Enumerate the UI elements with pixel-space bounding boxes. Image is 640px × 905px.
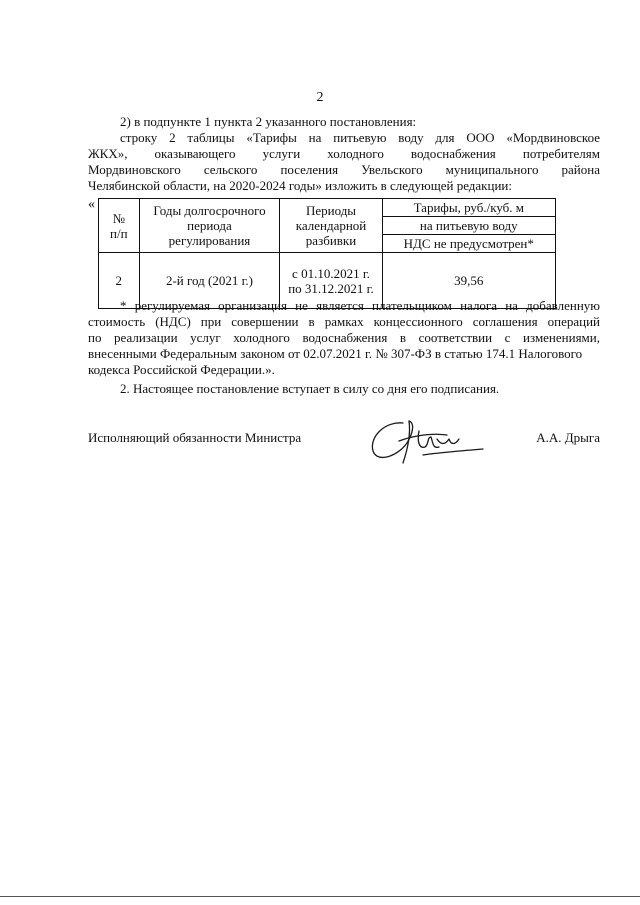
cell-num: 2 (99, 253, 140, 309)
header-drinking-water: на питьевую воду (382, 217, 555, 235)
bottom-divider (0, 896, 640, 897)
header-years (139, 199, 280, 253)
paragraph-line: ЖКХ», оказывающего услуги холодного водоснабжения потребителям (88, 146, 600, 161)
footnote-line: * регулируемая организация не является плательщиком налога на добавленную (120, 298, 600, 313)
paragraph-line: Челябинской области, на 2020-2024 годы» изложить в следующей редакции: (88, 178, 512, 193)
cell-period-line: с 01.10.2021 г. (292, 265, 370, 281)
handwritten-signature (363, 411, 493, 469)
header-years-line: периода (187, 218, 232, 233)
tariff-table (98, 198, 556, 309)
header-num-line: № (112, 210, 125, 226)
cell-year: 2-й год (2021 г.) (139, 253, 280, 309)
footnote-line: кодекса Российской Федерации.». (88, 362, 275, 377)
cell-tariff: 39,56 (382, 253, 555, 309)
signatory-role: Исполняющий обязанности Министра (88, 430, 302, 445)
clause-effective-date: 2. Настоящее постановление вступает в силу со дня его подписания. (120, 381, 500, 396)
signature-block (88, 425, 600, 473)
header-periods (280, 199, 382, 253)
footnote-line: по реализации услуг холодного водоснабжения в соответствии с изменениями, (88, 330, 600, 345)
header-periods-line: календарной (295, 218, 367, 233)
header-years-line: Годы долгосрочного (153, 203, 266, 218)
signatory-name: А.А. Дрыга (536, 430, 600, 445)
header-years-line: регулирования (168, 233, 251, 248)
page-number: 2 (316, 90, 324, 105)
paragraph-subpoint: 2) в подпункте 1 пункта 2 указанного постановления: (120, 114, 417, 129)
footnote-line: внесенными Федеральным законом от 02.07.2021 г. № 307-ФЗ в статью 174.1 Налогового (88, 346, 583, 361)
header-tariffs: Тарифы, руб./куб. м (382, 199, 555, 217)
header-vat-note: НДС не предусмотрен* (382, 235, 555, 253)
footnote-line: стоимость (НДС) при совершении в рамках концессионного соглашения операций (88, 314, 600, 329)
opening-quote: « (88, 197, 95, 212)
header-num-line: п/п (110, 225, 128, 241)
cell-period-line: по 31.12.2021 г. (288, 280, 374, 296)
header-periods-line: разбивки (305, 233, 357, 248)
paragraph-line: Мордвиновского сельского поселения Увельского муниципального района (88, 162, 600, 177)
paragraph-line: строку 2 таблицы «Тарифы на питьевую воду для ООО «Мордвиновское (120, 130, 600, 145)
header-num (99, 199, 140, 253)
header-periods-line: Периоды (305, 203, 357, 218)
